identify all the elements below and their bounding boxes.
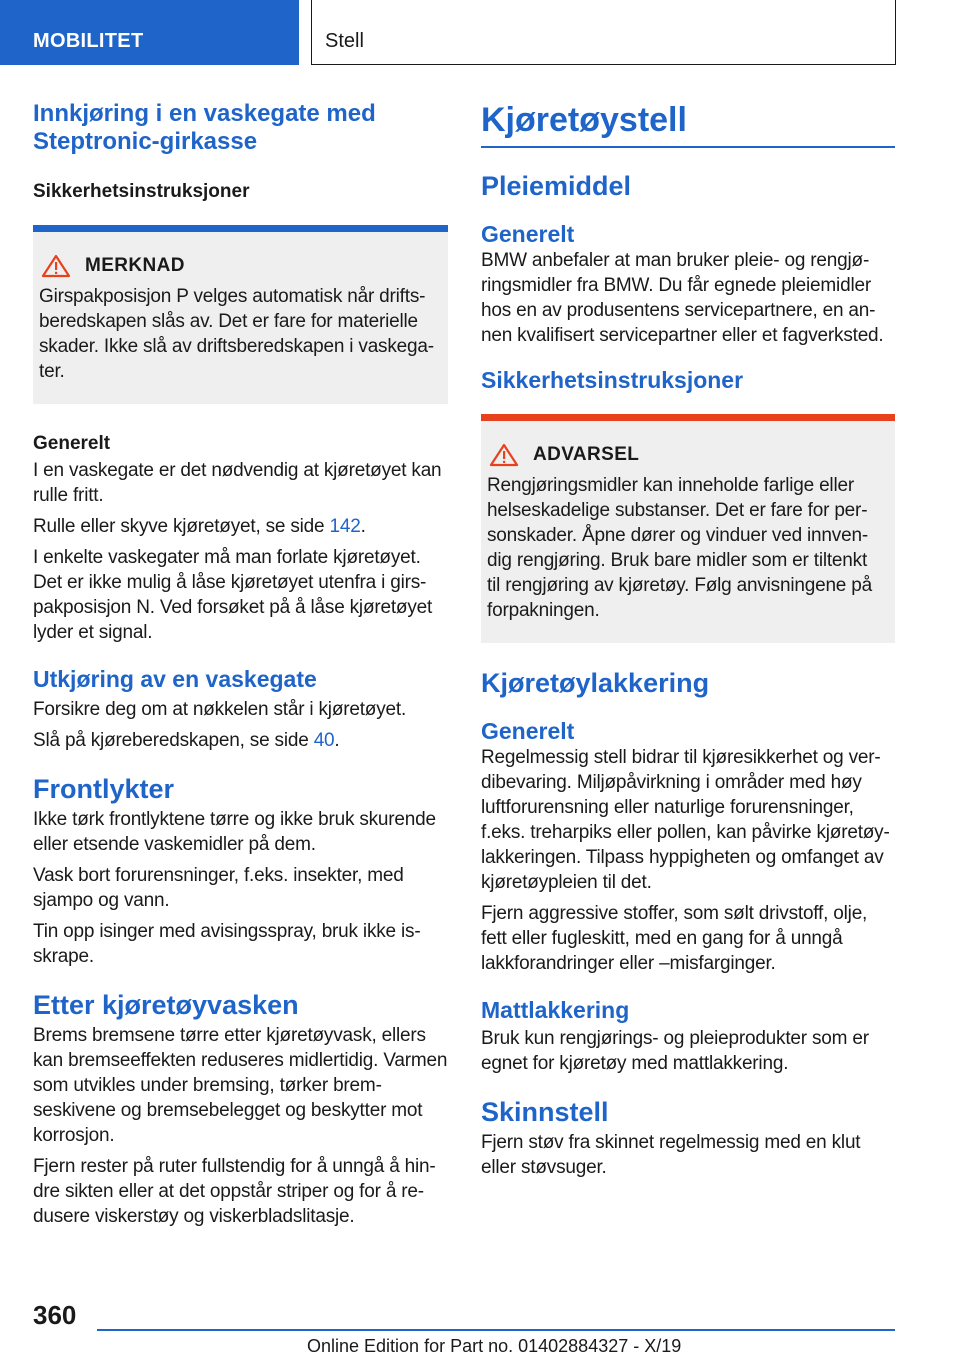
- note-label: MERKNAD: [85, 255, 185, 276]
- page-number: 360: [33, 1300, 77, 1330]
- exit-heading: Utkjøring av en vaskegate: [33, 666, 317, 692]
- paint-paragraph-1: Regelmessig stell bidrar til kjøresikkerhet og verdibevaring. Miljøpåvirkning i områder med høy luftforurensning eller naturlige forurensninger, f.eks. treharpiks eller pollen, kan påvirke kjøretøylakkeringen. Tilpass hyppigheten og omfanget av kjøretøypleien til det.: [481, 747, 890, 893]
- after-wash-paragraph-1: Brems bremsene tørre etter kjøretøyvask, ellers kan bremseeffekten reduseres midlertidig. Varmen som utvikles under bremsing, tørker bremseskivene og bremsebelegget og beskytter mot korrosjon.: [33, 1025, 448, 1146]
- matte-paragraph: Bruk kun rengjørings- og pleieprodukter som er egnet for kjøretøy med mattlakkering.: [481, 1028, 869, 1074]
- warning-text: Rengjøringsmidler kan inneholde farlige eller helseskadelige substanser. Det er fare for personskader. Åpne dører og vinduer ved innvendig rengjøring. Bruk bare midler som er tiltenkt til rengjøring av kjøretøy. Følg anvisningene på forpakningen.: [487, 475, 872, 621]
- general-paragraph-3: I enkelte vaskegater må man forlate kjøretøyet. Det er ikke mulig å låse kjøretøyet utenfra i girspakposisjon N. Ved forsøket på å låse kjøretøyet lyder et signal.: [33, 547, 433, 643]
- headlights-paragraph-3: Tin opp isinger med avisingsspray, bruk ikke isskrape.: [33, 921, 421, 967]
- left-column: [33, 100, 448, 1229]
- note-box: [33, 225, 448, 404]
- headlights-paragraph-1: Ikke tørk frontlyktene tørre og ikke bruk skurende eller etsende vaskemidler på dem.: [33, 809, 436, 855]
- section-tab: [0, 0, 299, 65]
- leather-heading: Skinnstell: [481, 1097, 609, 1127]
- edition-text: Online Edition for Part no. 01402884327 - X/19: [307, 1336, 682, 1356]
- safety-heading: Sikkerhetsinstruksjoner: [33, 181, 250, 202]
- section-title: MOBILITET: [33, 30, 144, 52]
- right-safety-heading: Sikkerhetsinstruksjoner: [481, 367, 744, 393]
- note-text: Girspakposisjon P velges automatisk når driftsberedskapen slås av. Det er fare for materielle skader. Ikke slå av driftsberedskapen i vaskegater.: [39, 286, 435, 382]
- warning-triangle-icon: [41, 254, 71, 278]
- after-wash-heading: Etter kjøretøyvasken: [33, 990, 299, 1020]
- paint-heading: Kjøretøylakkering: [481, 668, 710, 698]
- headlights-paragraph-2: Vask bort forurensninger, f.eks. insekter, med sjampo og vann.: [33, 865, 404, 911]
- matte-heading: Mattlakkering: [481, 997, 630, 1023]
- exit-paragraph-1: Forsikre deg om at nøkkelen står i kjøretøyet.: [33, 699, 407, 720]
- warning-box: [481, 414, 895, 643]
- general-paragraph-1: I en vaskegate er det nødvendig at kjøretøyet kan rulle fritt.: [33, 460, 442, 506]
- leather-paragraph: Fjern støv fra skinnet regelmessig med en klut eller støvsuger.: [481, 1132, 861, 1178]
- general-paragraph-2: Rulle eller skyve kjøretøyet, se side 142.: [33, 516, 366, 537]
- care-general-heading: Generelt: [481, 221, 575, 247]
- general-heading: Generelt: [33, 433, 111, 454]
- warning-label: ADVARSEL: [533, 444, 640, 465]
- care-general-paragraph: BMW anbefaler at man bruker pleie- og rengjøringsmidler fra BMW. Du får egnede pleiemidler hos en av produsentens servicepartnere, en annen kvalifisert servicepartner eller et fagverksted.: [481, 250, 884, 346]
- section-heading-wash-entry: Innkjøring i en vaskegate med Steptronic-girkasse: [33, 100, 376, 155]
- after-wash-paragraph-2: Fjern rester på ruter fullstendig for å unngå å hindre sikten eller at det oppstår striper og for å redusere viskerstøy og viskerbladslitasje.: [33, 1156, 436, 1227]
- headlights-heading: Frontlykter: [33, 774, 175, 804]
- chapter-title: Stell: [325, 30, 364, 52]
- chapter-box: [311, 0, 896, 65]
- care-products-heading: Pleiemiddel: [481, 171, 632, 201]
- page-link-142[interactable]: 142: [329, 516, 361, 537]
- paint-paragraph-2: Fjern aggressive stoffer, som sølt drivstoff, olje, fett eller fugleskitt, med en gang for å unngå lakkforandringer eller –misfarginger.: [481, 903, 868, 974]
- page-link-40[interactable]: 40: [313, 730, 335, 751]
- warning-triangle-icon: [489, 443, 519, 467]
- chapter-heading: Kjøretøystell: [481, 100, 895, 148]
- exit-paragraph-2: Slå på kjøreberedskapen, se side 40.: [33, 730, 340, 751]
- right-column: [481, 100, 895, 1180]
- paint-general-heading: Generelt: [481, 718, 575, 744]
- footer-divider: [97, 1329, 895, 1331]
